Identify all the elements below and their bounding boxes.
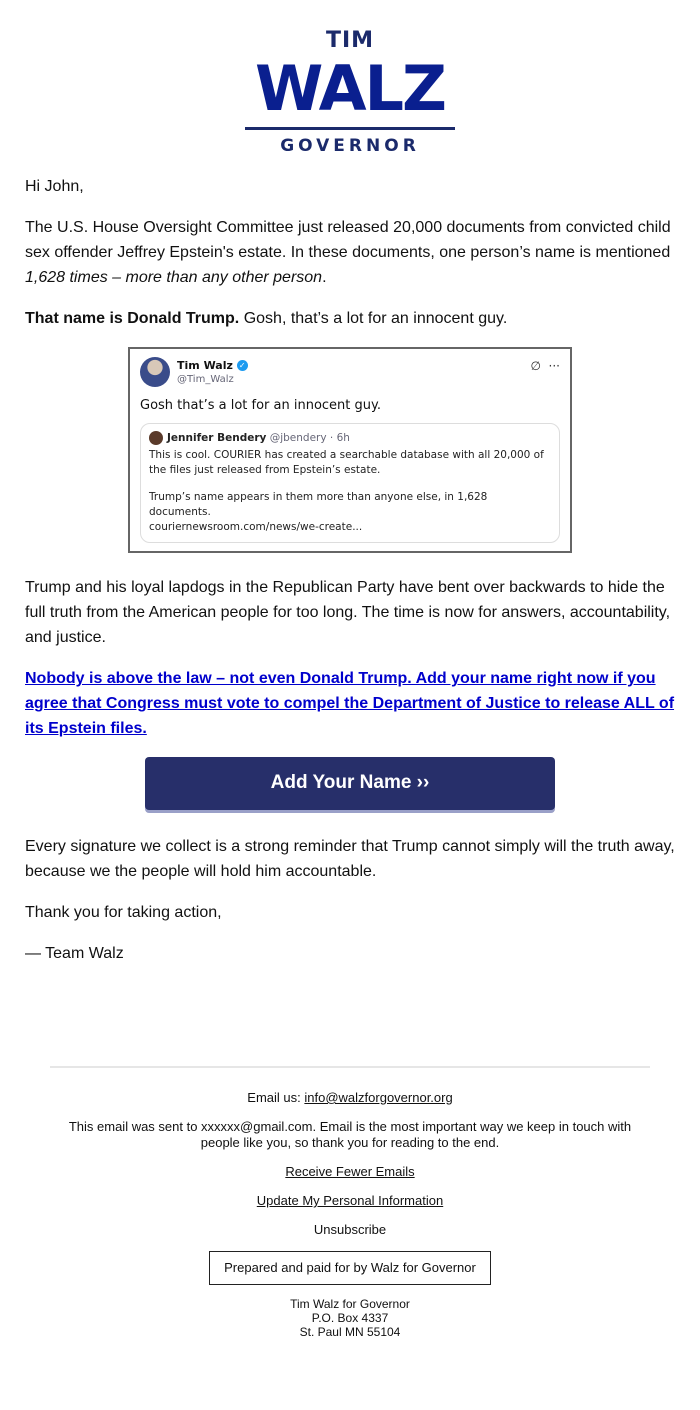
petition-link[interactable]: Nobody is above the law – not even Donald Trump. Add your name right now if you agree that Congress must vote to compel the Department of Justice to release ALL of its Epstein files. <box>25 670 675 737</box>
greeting: Hi John, <box>25 178 84 195</box>
quote-author: Jennifer Bendery <box>167 432 267 444</box>
tweet-author: Tim Walz <box>177 358 233 372</box>
quote-link: couriernewsroom.com/news/we-create... <box>149 521 363 533</box>
tweet-image <box>128 347 572 553</box>
paragraph-1 <box>25 215 675 290</box>
address-line: Tim Walz for Governor <box>290 1297 410 1311</box>
paragraph-3: Trump and his loyal lapdogs in the Republican Party have bent over backwards to hide the full truth from the American people for too long. The time is now for answers, accountability, and justice. <box>25 579 671 646</box>
logo-divider <box>245 127 455 130</box>
verified-icon: ✓ <box>237 360 248 371</box>
tweet-text: Gosh that’s a lot for an innocent guy. <box>140 398 381 413</box>
thanks: Thank you for taking action, <box>25 904 222 921</box>
avatar <box>149 431 163 445</box>
address-line: P.O. Box 4337 <box>311 1311 389 1325</box>
logo-walz: WALZ <box>254 52 446 125</box>
address <box>50 1297 650 1339</box>
grok-icon: ∅ <box>530 359 541 373</box>
paid-for-disclaimer: Prepared and paid for by Walz for Governor <box>209 1251 491 1285</box>
logo-tim: TIM <box>325 28 375 53</box>
walz-logo <box>0 0 700 160</box>
text: . <box>322 269 327 286</box>
paragraph-4: Every signature we collect is a strong reminder that Trump cannot simply will the truth away, because we the people will hold him accountable. <box>25 838 675 880</box>
tweet-handle: @Tim_Walz <box>177 373 234 385</box>
logo-governor: GOVERNOR <box>280 136 420 156</box>
address-line: St. Paul MN 55104 <box>299 1325 401 1339</box>
unsubscribe-link[interactable]: Unsubscribe <box>313 1222 387 1237</box>
quote-handle: @jbendery · 6h <box>269 432 350 444</box>
email-label: Email us: <box>247 1090 305 1105</box>
update-info-link[interactable]: Update My Personal Information <box>256 1193 444 1208</box>
email-link[interactable]: info@walzforgovernor.org <box>304 1090 453 1105</box>
text: The U.S. House Oversight Committee just released 20,000 documents from convicted child sex offender Jeffrey Epstein's estate. In these documents, one person’s name is mentioned <box>25 219 671 261</box>
quote-text: Trump’s name appears in them more than anyone else, in 1,628 documents. <box>149 491 488 518</box>
receive-fewer-emails-link[interactable]: Receive Fewer Emails <box>285 1164 415 1179</box>
sent-notice: This email was sent to xxxxxx@gmail.com. Email is the most important way we keep in touch with people like you, so thank you for reading to the end. <box>68 1119 632 1150</box>
avatar <box>140 357 170 387</box>
quoted-tweet <box>140 423 560 543</box>
bold-text: That name is Donald Trump. <box>25 310 240 327</box>
more-icon: ··· <box>548 359 560 373</box>
emphasis: 1,628 times – more than any other person <box>25 269 323 286</box>
footer <box>50 1066 650 1359</box>
add-your-name-button[interactable]: Add Your Name ›› <box>145 757 555 810</box>
text: Gosh, that’s a lot for an innocent guy. <box>239 310 508 327</box>
paragraph-2 <box>25 306 675 331</box>
quote-text: This is cool. COURIER has created a searchable database with all 20,000 of the files just released from Epstein’s estate. <box>149 449 544 476</box>
signoff: — Team Walz <box>25 945 124 962</box>
